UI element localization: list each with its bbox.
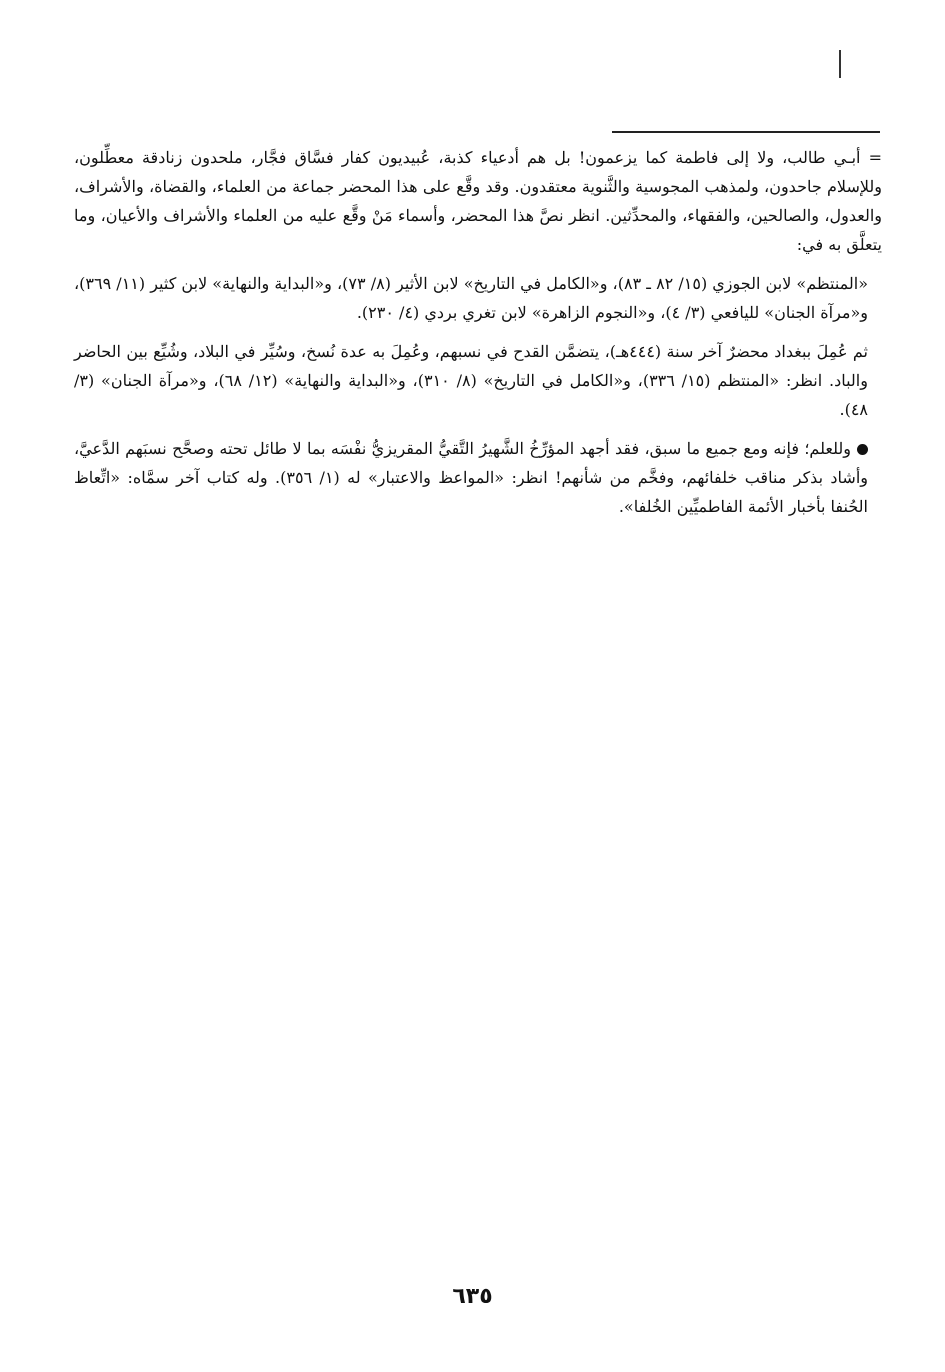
footnote-note-text: وللعلم؛ فإنه ومع جميع ما سبق، فقد أجهد المؤرِّخُ الشَّهيرُ التَّقيُّ المقريزيُّ نفْسَه بما لا طائل تحته وصحَّح نسبَهم الدَّعيَّ، وأشاد بذكر مناقب خلفائهم، وفخَّم من شأنهم! انظر: «المواعظ والاعتبار» له (١/ ٣٥٦). وله كتاب آخر سمَّاه: «اتِّعاظ الحُنفا بأخبار الأئمة الفاطميِّين الخُلفا». — [74, 439, 868, 516]
bullet-dot-icon — [857, 444, 868, 455]
footnote-separator-rule — [612, 131, 880, 133]
footnote-paragraph-note — [74, 434, 882, 521]
footnote-body — [74, 143, 882, 531]
footnote-paragraph-2: ثم عُمِلَ ببغداد محضرٌ آخر سنة (٤٤٤هـ)، يتضمَّن القدح في نسبهم، وعُمِلَ به عدة نُسخ، وسُيِّر في البلاد، وشُيِّع بين الحاضر والباد. انظر: «المنتظم (١٥/ ٣٣٦)، و«الكامل في التاريخ» (٨/ ٣١٠)، و«البداية والنهاية» (١٢/ ٦٨)، و«مرآة الجنان» (٣/ ٤٨). — [74, 342, 868, 419]
margin-tick-mark — [839, 50, 841, 78]
page-number: ٦٣٥ — [452, 1284, 493, 1309]
footnote-paragraph-1: = أبـي طالب، ولا إلى فاطمة كما يزعمون! بل هم أدعياء كذبة، عُبيديون كفار فسَّاق فجَّار، ملحدون زنادقة معطِّلون، وللإسلام جاحدون، ولمذهب المجوسية والثَّنوية معتقدون. وقد وقَّع على هذا المحضر جماعة من العلماء، والقضاة، والأشراف، والعدول، والصالحين، والفقهاء، والمحدِّثين. انظر نصَّ هذا المحضر، وأسماء مَنْ وقَّع عليه من العلماء والأشراف والأعيان، وما يتعلَّق به في: — [74, 148, 883, 254]
footnote-paragraph-sources: «المنتظم» لابن الجوزي (١٥/ ٨٢ ـ ٨٣)، و«الكامل في التاريخ» لابن الأثير (٨/ ٧٣)، و«البداية والنهاية» لابن كثير (١١/ ٣٦٩)، و«مرآة الجنان» لليافعي (٣/ ٤)، و«النجوم الزاهرة» لابن تغري بردي (٤/ ٢٣٠). — [74, 274, 869, 322]
